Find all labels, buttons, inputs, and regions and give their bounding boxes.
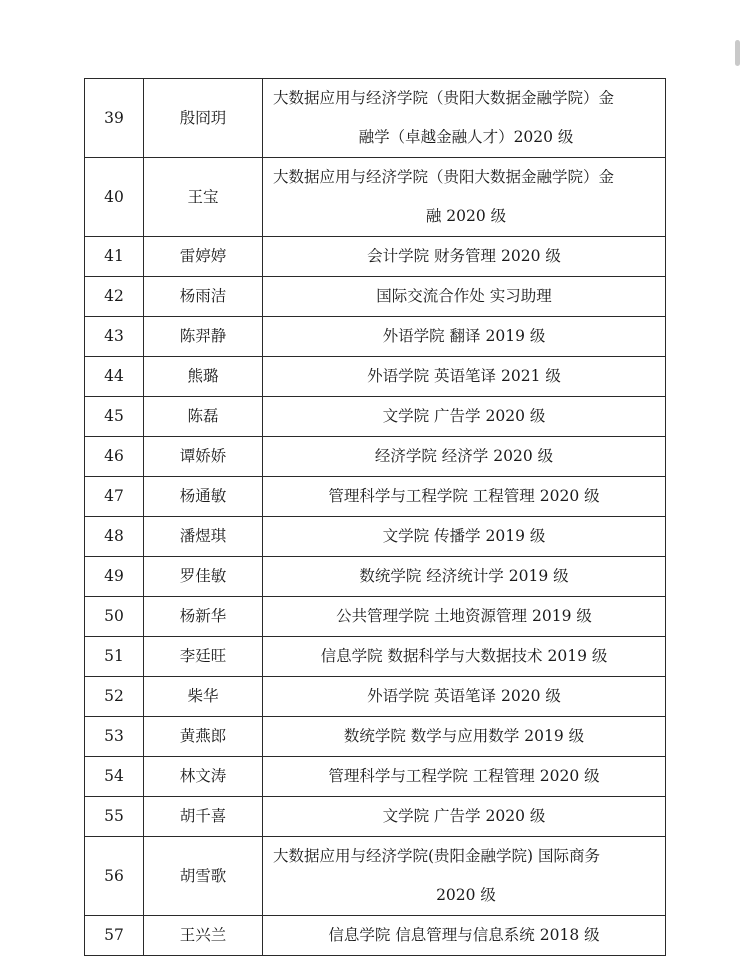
department-major: 管理科学与工程学院 工程管理 2020 级 xyxy=(263,757,666,797)
student-name: 雷婷婷 xyxy=(144,237,263,277)
department-major: 经济学院 经济学 2020 级 xyxy=(263,437,666,477)
department-major xyxy=(263,158,666,237)
table-row xyxy=(85,477,666,517)
table-row xyxy=(85,916,666,956)
department-major: 公共管理学院 土地资源管理 2019 级 xyxy=(263,597,666,637)
student-name: 杨新华 xyxy=(144,597,263,637)
row-number: 40 xyxy=(85,158,144,237)
table-row xyxy=(85,397,666,437)
student-roster-table xyxy=(84,78,666,956)
row-number: 50 xyxy=(85,597,144,637)
row-number: 56 xyxy=(85,837,144,916)
department-major: 文学院 广告学 2020 级 xyxy=(263,397,666,437)
row-number: 51 xyxy=(85,637,144,677)
row-number: 39 xyxy=(85,79,144,158)
department-major: 信息学院 数据科学与大数据技术 2019 级 xyxy=(263,637,666,677)
student-name: 黄燕郎 xyxy=(144,717,263,757)
student-name: 陈磊 xyxy=(144,397,263,437)
row-number: 41 xyxy=(85,237,144,277)
row-number: 45 xyxy=(85,397,144,437)
table-row xyxy=(85,757,666,797)
student-name: 潘煜琪 xyxy=(144,517,263,557)
department-major: 数统学院 经济统计学 2019 级 xyxy=(263,557,666,597)
row-number: 47 xyxy=(85,477,144,517)
department-major: 外语学院 英语笔译 2020 级 xyxy=(263,677,666,717)
department-major: 国际交流合作处 实习助理 xyxy=(263,277,666,317)
department-major: 管理科学与工程学院 工程管理 2020 级 xyxy=(263,477,666,517)
department-major: 文学院 传播学 2019 级 xyxy=(263,517,666,557)
row-number: 54 xyxy=(85,757,144,797)
row-number: 48 xyxy=(85,517,144,557)
row-number: 52 xyxy=(85,677,144,717)
table-row xyxy=(85,237,666,277)
table-row xyxy=(85,597,666,637)
student-name: 陈羿静 xyxy=(144,317,263,357)
student-name: 殷冏玥 xyxy=(144,79,263,158)
student-name: 谭娇娇 xyxy=(144,437,263,477)
department-major: 文学院 广告学 2020 级 xyxy=(263,797,666,837)
student-name: 柴华 xyxy=(144,677,263,717)
student-name: 杨通敏 xyxy=(144,477,263,517)
department-major: 数统学院 数学与应用数学 2019 级 xyxy=(263,717,666,757)
table-row xyxy=(85,79,666,158)
department-line-1: 大数据应用与经济学院（贵阳大数据金融学院）金 xyxy=(273,89,615,107)
student-name: 王兴兰 xyxy=(144,916,263,956)
department-major xyxy=(263,79,666,158)
row-number: 57 xyxy=(85,916,144,956)
row-number: 43 xyxy=(85,317,144,357)
student-name: 胡雪歌 xyxy=(144,837,263,916)
scrollbar-indicator[interactable] xyxy=(735,40,740,66)
department-line-2: 2020 级 xyxy=(436,886,496,904)
table-row xyxy=(85,677,666,717)
department-major: 会计学院 财务管理 2020 级 xyxy=(263,237,666,277)
department-line-2: 融 2020 级 xyxy=(425,207,507,225)
department-line-2: 融学（卓越金融人才）2020 级 xyxy=(358,128,574,146)
table-row xyxy=(85,158,666,237)
department-major xyxy=(263,837,666,916)
table-row xyxy=(85,837,666,916)
student-name: 罗佳敏 xyxy=(144,557,263,597)
department-line-1: 大数据应用与经济学院（贵阳大数据金融学院）金 xyxy=(273,168,615,186)
department-line-1: 大数据应用与经济学院(贵阳金融学院) 国际商务 xyxy=(273,847,601,865)
department-major: 外语学院 英语笔译 2021 级 xyxy=(263,357,666,397)
row-number: 42 xyxy=(85,277,144,317)
table-row xyxy=(85,557,666,597)
table-row xyxy=(85,437,666,477)
student-name: 王宝 xyxy=(144,158,263,237)
table-row xyxy=(85,717,666,757)
table-row xyxy=(85,277,666,317)
row-number: 53 xyxy=(85,717,144,757)
department-major: 外语学院 翻译 2019 级 xyxy=(263,317,666,357)
table-row xyxy=(85,357,666,397)
table-row xyxy=(85,797,666,837)
table-row xyxy=(85,637,666,677)
row-number: 44 xyxy=(85,357,144,397)
student-name: 胡千喜 xyxy=(144,797,263,837)
table-row xyxy=(85,517,666,557)
table-row xyxy=(85,317,666,357)
row-number: 46 xyxy=(85,437,144,477)
student-name: 杨雨洁 xyxy=(144,277,263,317)
student-name: 熊璐 xyxy=(144,357,263,397)
student-name: 李廷旺 xyxy=(144,637,263,677)
department-major: 信息学院 信息管理与信息系统 2018 级 xyxy=(263,916,666,956)
row-number: 55 xyxy=(85,797,144,837)
row-number: 49 xyxy=(85,557,144,597)
student-name: 林文涛 xyxy=(144,757,263,797)
